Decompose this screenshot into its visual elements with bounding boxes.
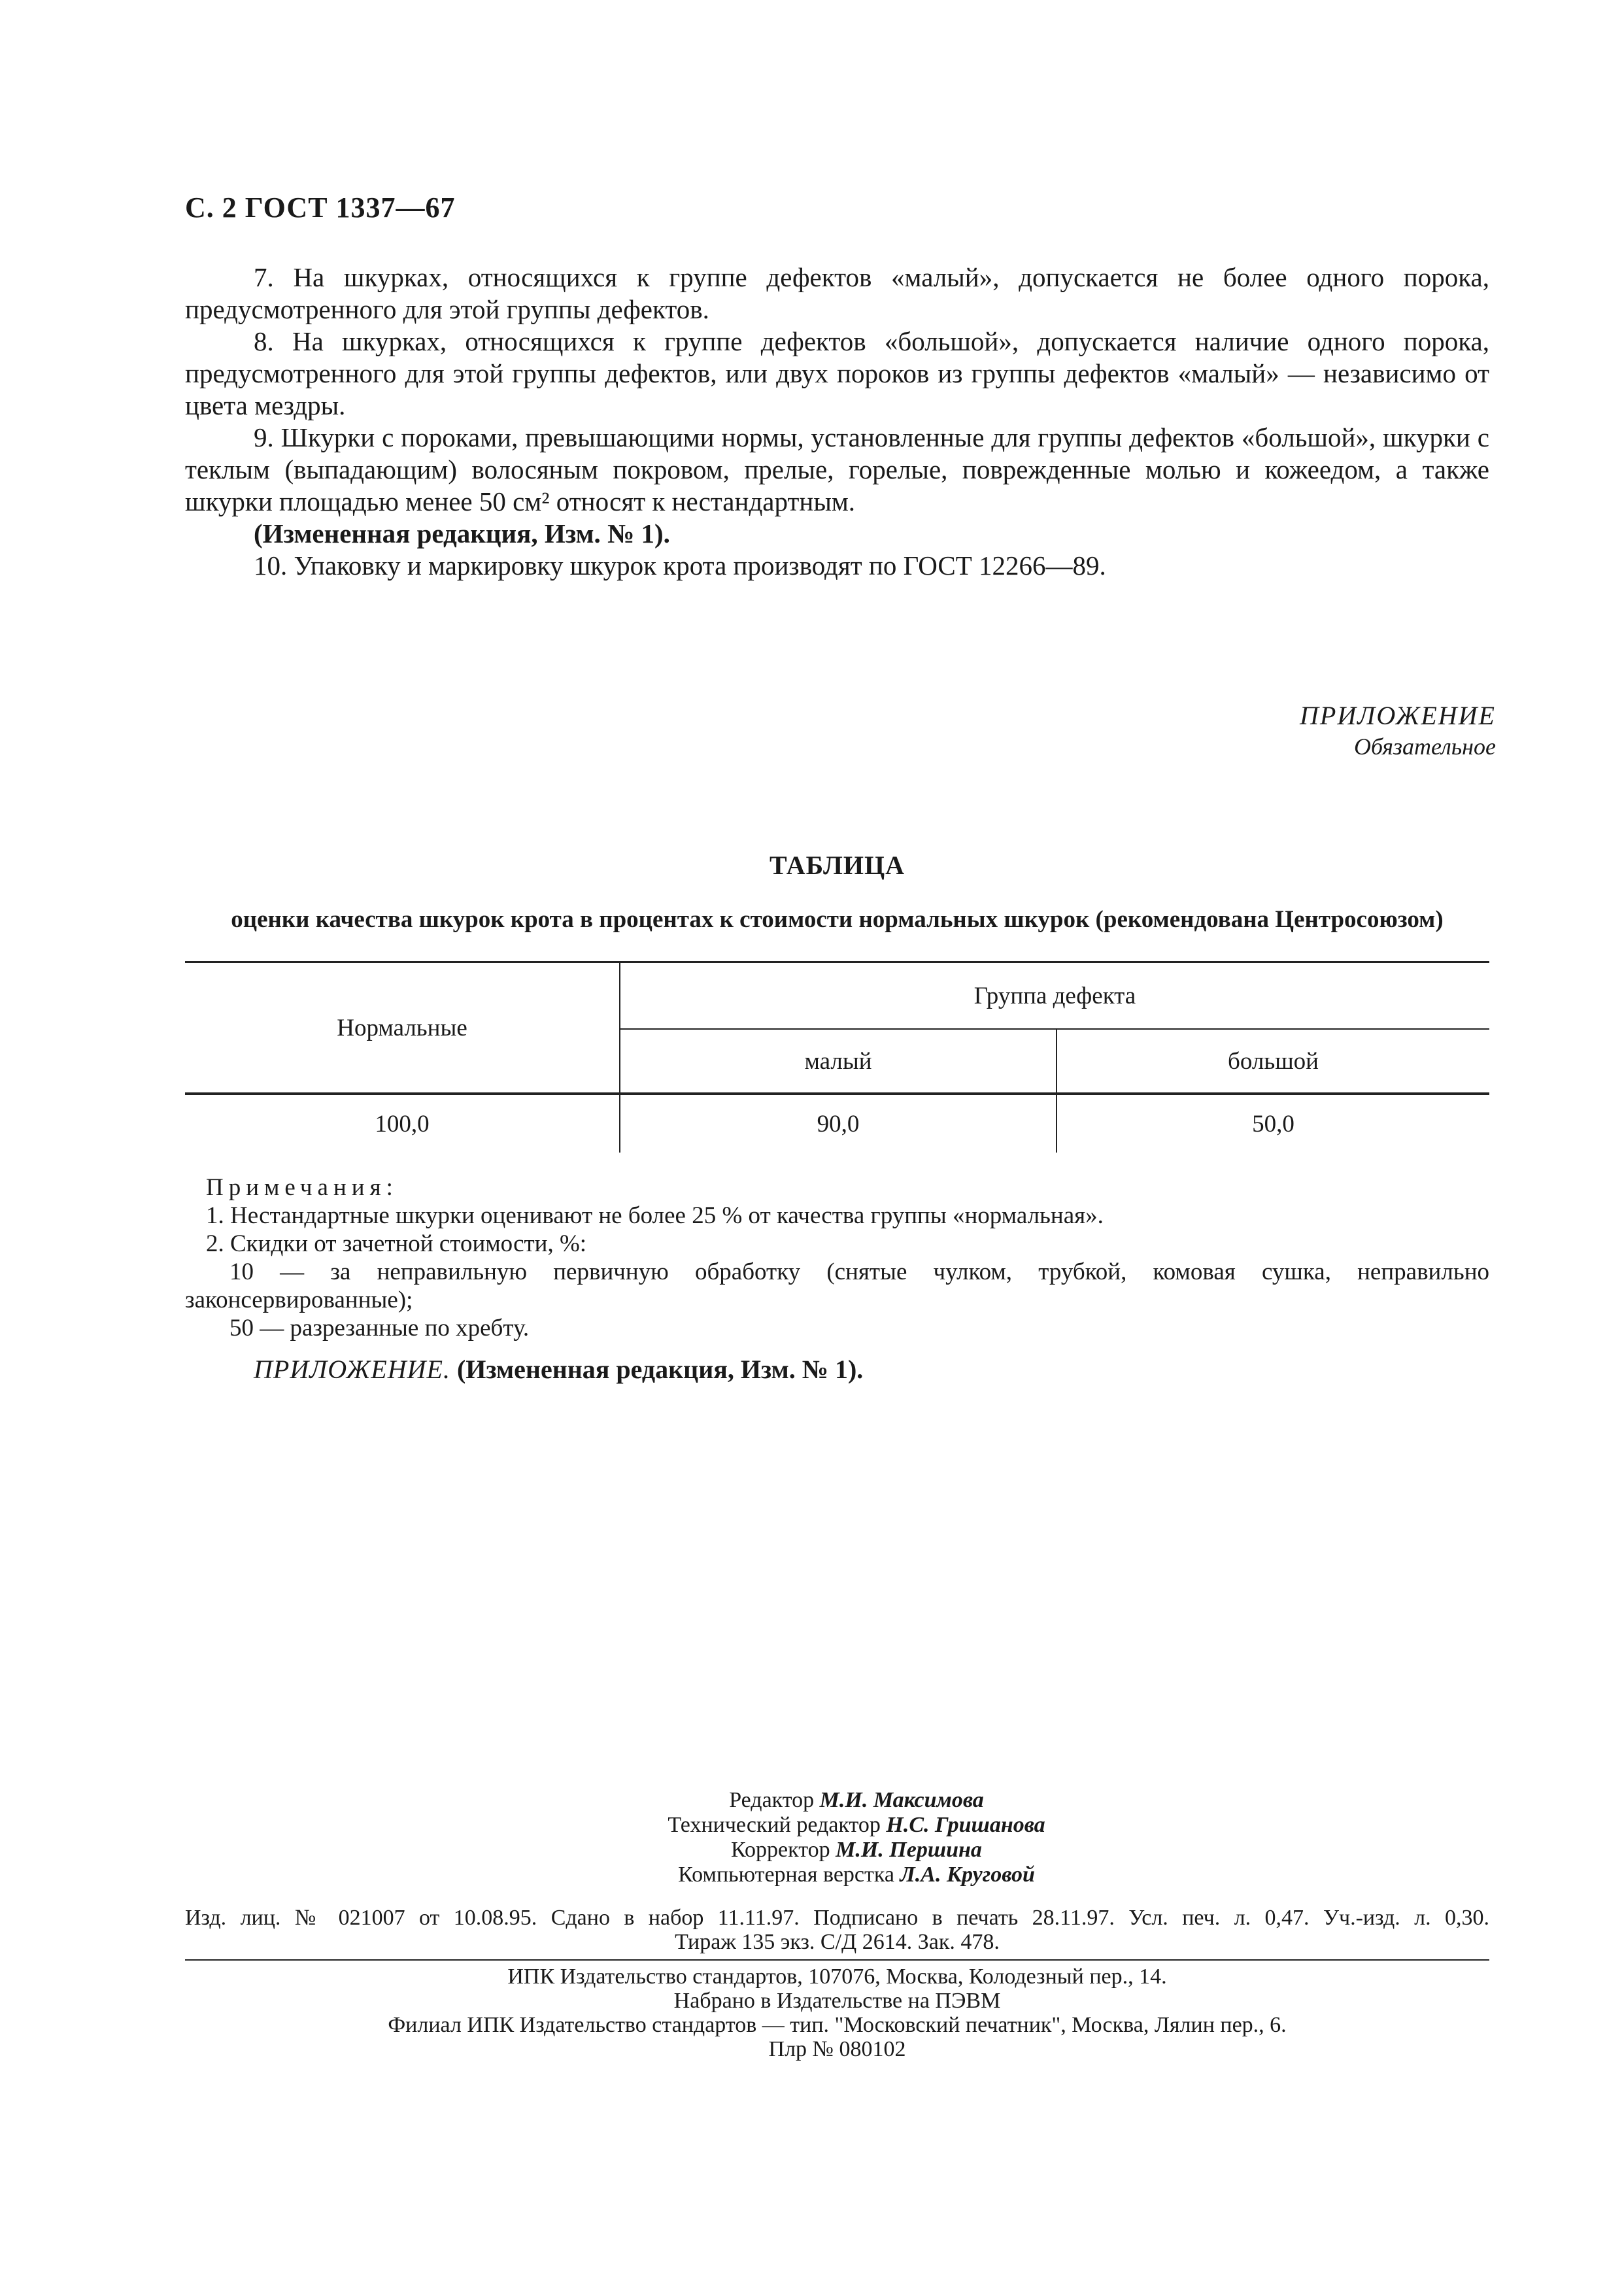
paragraph-7: 7. На шкурках, относящихся к группе дефектов «малый», допускается не более одного порока, предусмотренного для этой группы дефектов. — [185, 262, 1489, 324]
page-header: С. 2 ГОСТ 1337—67 — [185, 192, 456, 224]
appendix-status: Обязательное — [1354, 734, 1496, 760]
cell-normal: 100,0 — [185, 1094, 620, 1153]
credit-layout: Компьютерная верстка Л.А. Круговой — [678, 1863, 1035, 1887]
quality-table — [185, 961, 1489, 1153]
appendix-edit-note — [185, 1355, 1489, 1383]
paragraph-9: 9. Шкурки с пороками, превышающими нормы, установленные для группы дефектов «большой», шкурки с теклым (выпадающим) волосяным покровом, прелые, горелые, поврежденные молью и кожеедом, а также шкурки площадью менее 50 см² относят к нестандартным. — [185, 422, 1489, 516]
imprint-publisher: ИПК Издательство стандартов, 107076, Москва, Колодезный пер., 14. — [507, 1965, 1167, 1989]
credit-editor: Редактор М.И. Максимова — [729, 1788, 984, 1812]
edit-note: (Измененная редакция, Изм. № 1). — [254, 518, 670, 548]
imprint-typeset: Набрано в Издательстве на ПЭВМ — [673, 1989, 1001, 2013]
imprint — [185, 1906, 1489, 2061]
imprint-divider — [185, 1959, 1489, 1961]
appendix-title: ПРИЛОЖЕНИЕ — [1300, 701, 1496, 730]
header-big: большой — [1228, 1047, 1319, 1075]
cell-small: 90,0 — [620, 1094, 1057, 1153]
credits — [628, 1788, 1085, 1887]
note-2b: 50 — разрезанные по хребту. — [229, 1315, 530, 1341]
credit-tech-editor: Технический редактор Н.С. Гришанова — [668, 1813, 1045, 1837]
imprint-plr: Плр № 080102 — [768, 2037, 906, 2061]
note-2: 2. Скидки от зачетной стоимости, %: — [206, 1230, 587, 1257]
notes — [185, 1173, 1489, 1383]
imprint-branch: Филиал ИПК Издательство стандартов — тип. "Московский печатник", Москва, Лялин пер., 6. — [388, 2013, 1287, 2037]
appendix-edit-text: (Измененная редакция, Изм. № 1). — [456, 1355, 864, 1384]
note-2a: 10 — за неправильную первичную обработку (снятые чулком, трубкой, комовая сушка, неправильно законсервированные); — [185, 1258, 1489, 1313]
appendix-heading — [1300, 700, 1496, 761]
paragraph-8: 8. На шкурках, относящихся к группе дефектов «большой», допускается наличие одного порока, предусмотренного для этой группы дефектов, или двух пороков из группы дефектов «малый» — независимо от цвета мездры. — [185, 326, 1489, 420]
header-normal: Нормальные — [185, 962, 620, 1094]
header-defect-group: Группа дефекта — [620, 962, 1489, 1030]
cell-big: 50,0 — [1057, 1094, 1489, 1153]
header-small: малый — [620, 1029, 1057, 1094]
imprint-line-1: Изд. лиц. № 021007 от 10.08.95. Сдано в набор 11.11.97. Подписано в печать 28.11.97. Усл. печ. л. 0,47. Уч.-изд. л. 0,30. — [185, 1906, 1490, 1930]
appendix-edit-label: ПРИЛОЖЕНИЕ. — [254, 1355, 450, 1384]
imprint-run: Тираж 135 экз. С/Д 2614. Зак. 478. — [675, 1930, 1000, 1954]
body-text — [185, 261, 1489, 582]
note-1: 1. Нестандартные шкурки оценивают не более 25 % от качества группы «нормальная». — [206, 1202, 1104, 1229]
notes-title: Примечания: — [206, 1174, 398, 1201]
table-row — [185, 1094, 1489, 1153]
table-subtitle: оценки качества шкурок крота в процентах к стоимости нормальных шкурок (рекомендована Центросоюзом) — [231, 906, 1444, 933]
credit-corrector: Корректор М.И. Першина — [731, 1838, 982, 1862]
paragraph-10: 10. Упаковку и маркировку шкурок крота производят по ГОСТ 12266—89. — [254, 550, 1106, 581]
table-title: ТАБЛИЦА — [770, 851, 905, 880]
